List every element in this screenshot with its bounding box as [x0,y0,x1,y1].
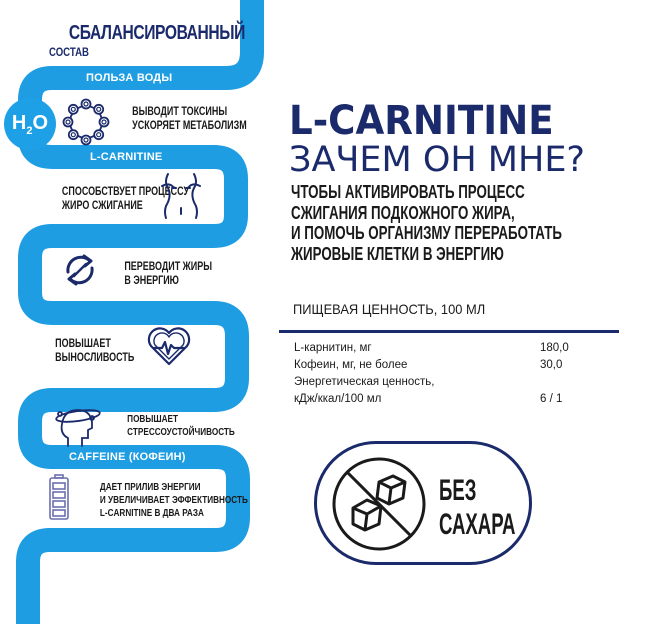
product-subtitle: ЗАЧЕМ ОН МНЕ? [289,140,586,180]
benefit-text-fat-burning: СПОСОБСТВУЕТ ПРОЦЕССУ ЖИРО СЖИГАНИЕ [61,186,190,212]
h2o-badge: $H_2O$ [4,98,56,150]
nutrition-divider [279,330,619,333]
benefit-text-fat-to-energy: ПЕРЕВОДИТ ЖИРЫ В ЭНЕРГИЮ [124,261,212,287]
no-sugar-line2: САХАРА [439,508,516,541]
waist-slimming-icon [160,172,202,220]
molecule-ring-icon [60,96,112,148]
nutrition-title: ПИЩЕВАЯ ЦЕННОСТЬ, 100 МЛ [293,301,486,317]
benefit-text-stress-resistance: ПОВЫШАЕТ СТРЕССОУСТОЙЧИВОСТЬ [127,413,235,438]
battery-icon [48,474,70,520]
product-description: ЧТОБЫ АКТИВИРОВАТЬ ПРОЦЕСС СЖИГАНИЯ ПОДКОЖНОГО ЖИРА, И ПОМОЧЬ ОРГАНИЗМУ ПЕРЕРАБОТАТЬ ЖИРОВЫЕ КЛЕТКИ В ЭНЕРГИЮ [291,182,562,264]
composition-subheading: СОСТАВ [48,45,89,59]
product-title: L-CARNITINE [289,98,554,144]
band-label-caffeine: CAFFEINE (КОФЕИН) [69,451,186,463]
benefit-text-endurance: ПОВЫШАЕТ ВЫНОСЛИВОСТЬ [55,338,135,364]
energy-cycle-icon [60,250,100,290]
benefit-text-toxins: ВЫВОДИТ ТОКСИНЫ УСКОРЯЕТ МЕТАБОЛИЗМ [132,106,247,132]
composition-heading: СБАЛАНСИРОВАННЫЙ [68,22,246,44]
no-sugar-line1: БЕЗ [439,474,477,507]
no-sugar-cubes-icon [329,454,429,554]
head-orbit-icon [54,402,102,448]
no-sugar-badge [314,441,532,565]
band-label-l-carnitine: L-CARNITINE [90,151,163,163]
heart-pulse-icon [146,326,192,366]
benefit-text-caffeine-energy: ДАЕТ ПРИЛИВ ЭНЕРГИИ И УВЕЛИЧИВАЕТ ЭФФЕКТИВНОСТЬ L-CARNITINE В ДВА РАЗА [99,481,248,519]
band-label-water: ПОЛЬЗА ВОДЫ [86,72,173,84]
